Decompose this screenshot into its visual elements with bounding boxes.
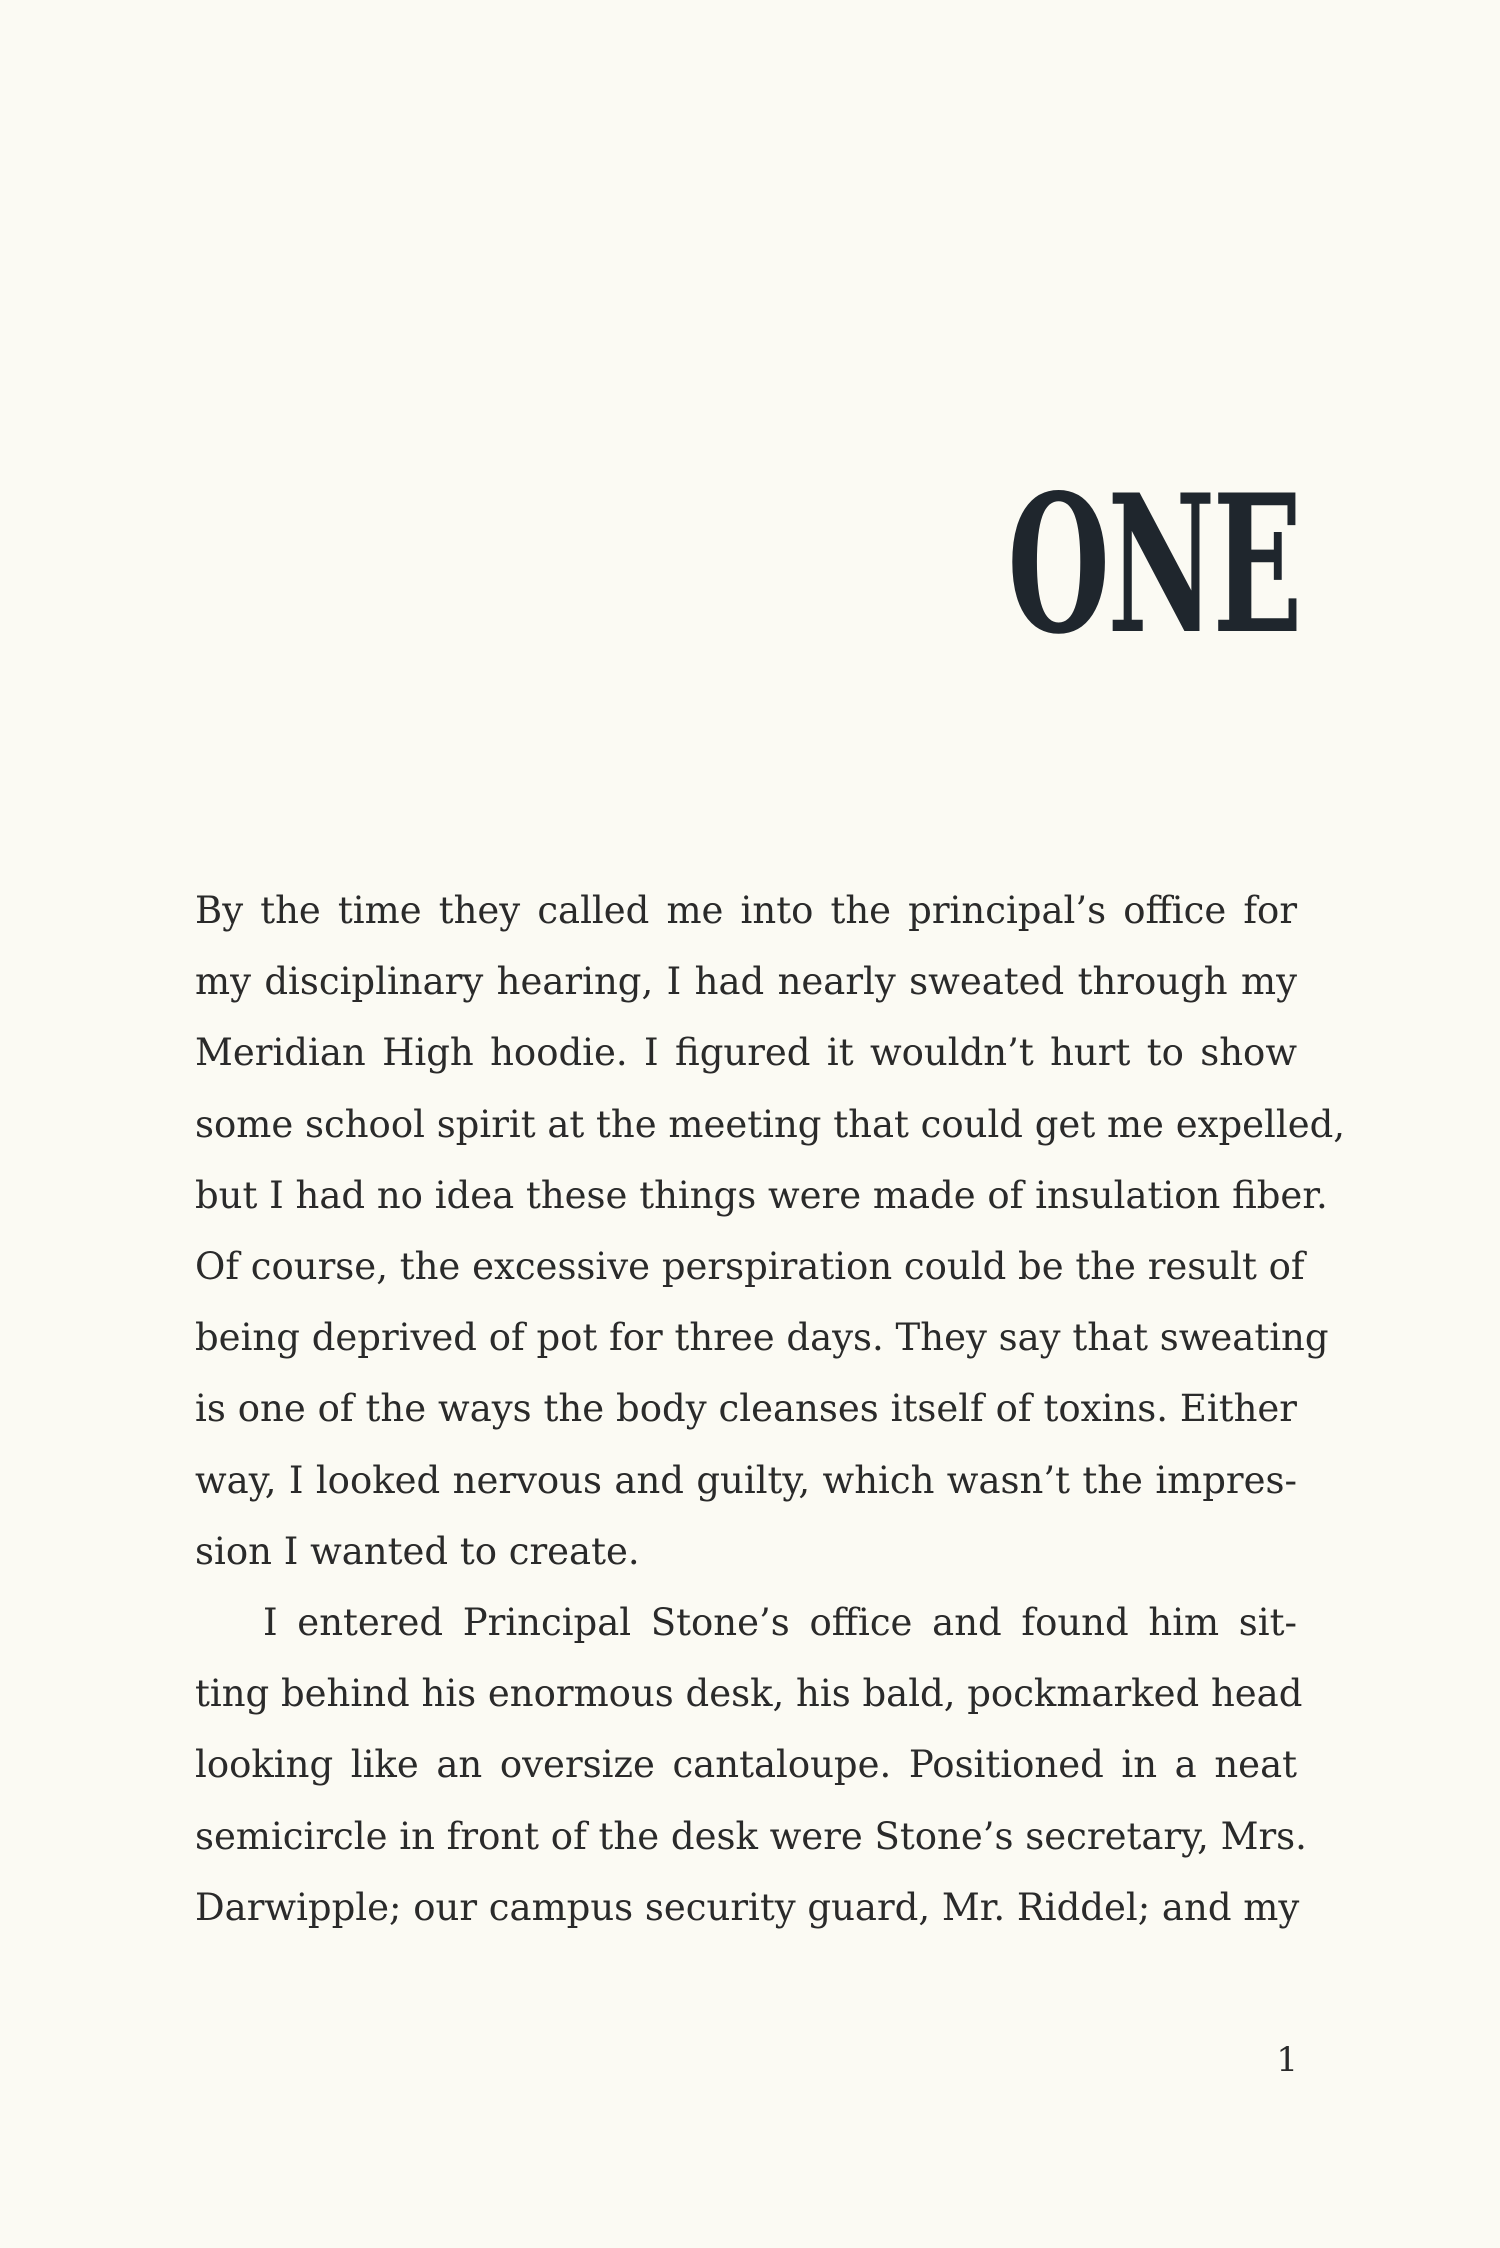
text-line: By the time they called me into the principal’s office for (195, 889, 1297, 932)
paragraph-2 (195, 1587, 1307, 1943)
text-line: semicircle in front of the desk were Stone’s secretary, Mrs. (195, 1814, 1307, 1858)
page-number: 1 (1276, 2040, 1298, 2080)
text-line: being deprived of pot for three days. They say that sweating (195, 1316, 1329, 1360)
text-line: is one of the ways the body cleanses itself of toxins. Either (195, 1387, 1297, 1431)
text-line: Of course, the excessive perspiration could be the result of (195, 1245, 1305, 1289)
text-line: ting behind his enormous desk, his bald, pockmarked head (195, 1672, 1303, 1716)
text-line: sion I wanted to create. (195, 1529, 640, 1573)
paragraph-1 (195, 875, 1346, 1587)
text-line: Darwipple; our campus security guard, Mr. Riddel; and my (195, 1885, 1300, 1929)
text-line: my disciplinary hearing, I had nearly sweated through my (195, 960, 1297, 1004)
chapter-title: ONE (1007, 453, 1300, 676)
text-line: I entered Principal Stone’s office and found him sit- (263, 1601, 1297, 1645)
body-text (195, 875, 1346, 1943)
text-line: way, I looked nervous and guilty, which wasn’t the impres- (195, 1458, 1297, 1502)
text-line: Meridian High hoodie. I figured it wouldn’t hurt to show (195, 1031, 1297, 1075)
text-line: but I had no idea these things were made of insulation fiber. (195, 1173, 1328, 1217)
text-line: looking like an oversize cantaloupe. Positioned in a neat (195, 1743, 1297, 1787)
text-line: some school spirit at the meeting that could get me expelled, (195, 1102, 1346, 1146)
